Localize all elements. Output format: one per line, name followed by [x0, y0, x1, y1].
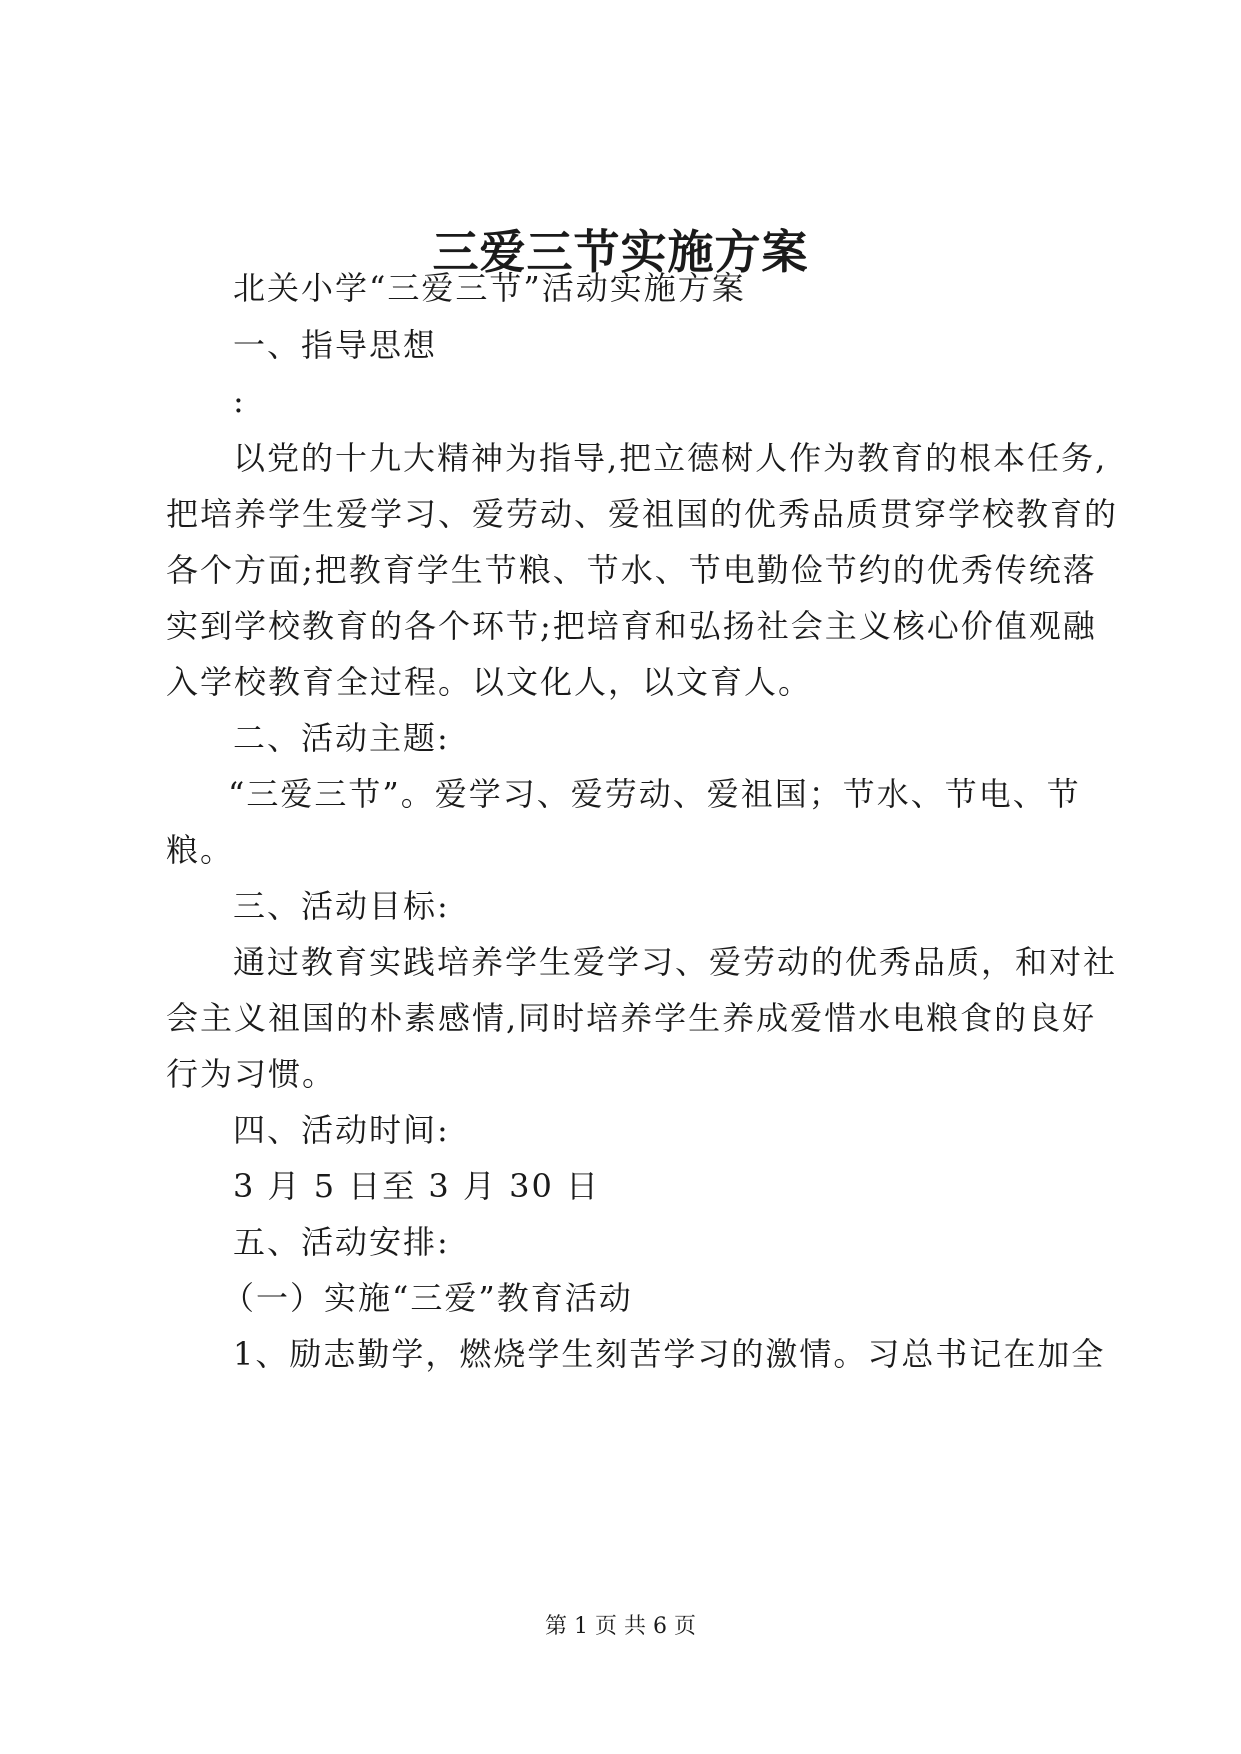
paragraph-line: 粮。 — [166, 831, 235, 869]
paragraph-line: 会主义祖国的朴素感情,同时培养学生养成爱惜水电粮食的良好 — [166, 999, 1097, 1037]
paragraph-line: 各个方面;把教育学生节粮、节水、节电勤俭节约的优秀传统落 — [166, 551, 1097, 589]
document-title: 三爱三节实施方案 — [432, 225, 809, 279]
paragraph-line: 行为习惯。 — [166, 1055, 337, 1093]
paragraph-line: 入学校教育全过程。以文化人，以文育人。 — [166, 663, 813, 701]
paragraph-line: 通过教育实践培养学生爱学习、爱劳动的优秀品质，和对社 — [233, 943, 1118, 981]
activity-date: 3 月 5 日至 3 月 30 日 — [233, 1167, 601, 1205]
section5-heading: 五、活动安排: — [233, 1223, 450, 1261]
document-subtitle: 北关小学“三爱三节”活动实施方案 — [233, 269, 746, 307]
section3-heading: 三、活动目标: — [233, 887, 450, 925]
paragraph-line: 实到学校教育的各个环节;把培育和弘扬社会主义核心价值观融 — [166, 607, 1097, 645]
paragraph-line: 1、励志勤学，燃烧学生刻苦学习的激情。习总书记在加全 — [233, 1335, 1106, 1373]
section5-subheading: （一）实施“三爱”教育活动 — [222, 1279, 633, 1317]
section1-heading: 一、指导思想 — [233, 326, 438, 364]
section2-heading: 二、活动主题: — [233, 719, 450, 757]
page-number: 第 1 页 共 6 页 — [545, 1614, 696, 1639]
section1-colon: : — [233, 382, 246, 420]
section4-heading: 四、活动时间: — [233, 1111, 450, 1149]
paragraph-line: 把培养学生爱学习、爱劳动、爱祖国的优秀品质贯穿学校教育的 — [166, 495, 1119, 533]
paragraph-line: 以党的十九大精神为指导,把立德树人作为教育的根本任务, — [233, 439, 1108, 477]
paragraph-line: “三爱三节”。爱学习、爱劳动、爱祖国；节水、节电、节 — [228, 775, 1081, 813]
